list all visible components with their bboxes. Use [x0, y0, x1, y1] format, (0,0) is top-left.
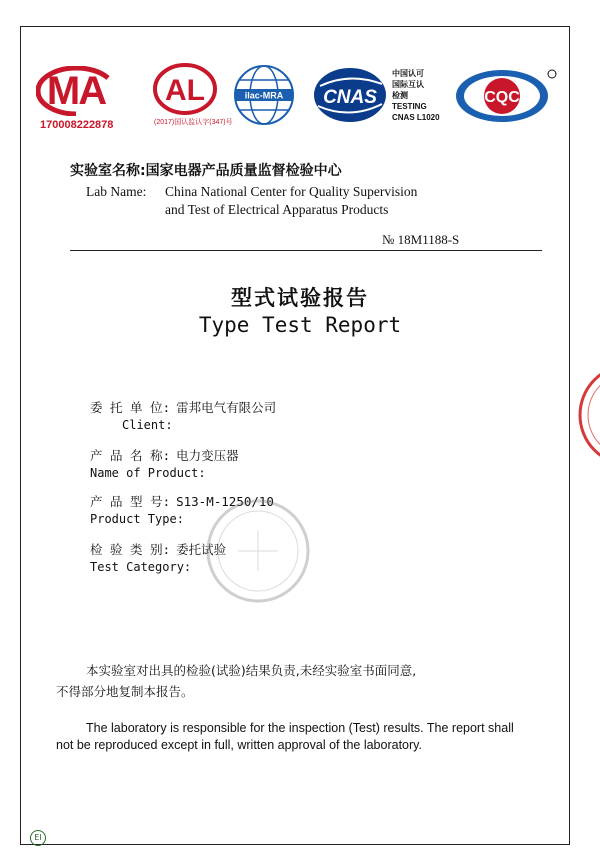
cal-text: AL: [165, 74, 205, 107]
cnas-mark-icon: [312, 66, 388, 124]
test-category-label-en: Test Category:: [90, 560, 192, 574]
notice-cn-line2: 不得部分地复制本报告。: [56, 684, 194, 699]
lab-name-cn-label: 实验室名称:: [70, 163, 146, 179]
product-name-label-cn: 产 品 名 称:: [90, 448, 171, 463]
product-name-label-en: Name of Product:: [90, 466, 206, 480]
report-title-cn: 型式试验报告: [231, 286, 369, 310]
cnas-text: CNAS: [323, 87, 377, 108]
lab-name-cn: [70, 160, 550, 180]
cal-logo: [152, 62, 222, 122]
cma-number: 170008222878: [40, 119, 114, 131]
client-field: [90, 398, 276, 416]
report-number: № 18M1188-S: [382, 232, 460, 247]
product-name-field: [90, 446, 239, 464]
cqc-text: CQC: [484, 89, 520, 106]
cnas-accreditation-text: 中国认可 国际互认 检测 TESTING CNAS L1020: [392, 69, 440, 122]
report-title-en: Type Test Report: [198, 313, 402, 337]
notice-en-line1: The laboratory is responsible for the inspection (Test) results. The report shall: [86, 721, 514, 735]
notice-en: [56, 720, 556, 754]
client-label-en: Client:: [122, 418, 173, 432]
globe-icon: [232, 64, 296, 126]
product-type-label-cn: 产 品 型 号:: [90, 494, 171, 509]
notice-en-line2: not be reproduced except in full, written approval of the laboratory.: [56, 738, 422, 752]
notice-cn: [56, 660, 556, 702]
cal-mark-icon: [152, 62, 218, 116]
lab-name-block: [70, 160, 550, 219]
notice-cn-line1: 本实验室对出具的检验(试验)结果负责,未经实验室书面同意,: [86, 663, 417, 678]
test-category-label-cn: 检 验 类 别:: [90, 542, 171, 557]
lab-name-en-label: Lab Name:: [86, 184, 147, 199]
ilac-mra-logo: [232, 64, 298, 126]
lab-name-en: [70, 183, 550, 219]
product-type-value: S13-M-1250/10: [176, 494, 274, 509]
cqc-logo: [454, 68, 558, 124]
lab-name-en-line1: China National Center for Quality Supervision: [165, 184, 418, 199]
cma-text: MA: [46, 68, 106, 113]
client-label-cn: 委 托 单 位:: [90, 400, 171, 415]
inspection-seal-icon: [198, 496, 318, 606]
ilac-text: ilac-MRA: [244, 90, 284, 101]
cal-number: (2017)国认监认字(347)号: [154, 119, 233, 126]
client-value: 雷邦电气有限公司: [176, 400, 277, 415]
footer-mark-icon: EI: [30, 830, 46, 846]
divider: [70, 250, 542, 251]
cnas-logo: [312, 66, 388, 124]
test-category-value: 委托试验: [176, 542, 227, 557]
lab-name-en-line2: and Test of Electrical Apparatus Products: [165, 202, 389, 217]
cma-logo: [36, 66, 126, 136]
lab-name-cn-value: 国家电器产品质量监督检验中心: [145, 163, 342, 179]
product-type-label-en: Product Type:: [90, 512, 184, 526]
certification-logos: [36, 62, 566, 132]
product-name-value: 电力变压器: [176, 448, 239, 463]
side-stamp-icon: [570, 360, 600, 470]
cqc-mark-icon: [454, 68, 558, 124]
